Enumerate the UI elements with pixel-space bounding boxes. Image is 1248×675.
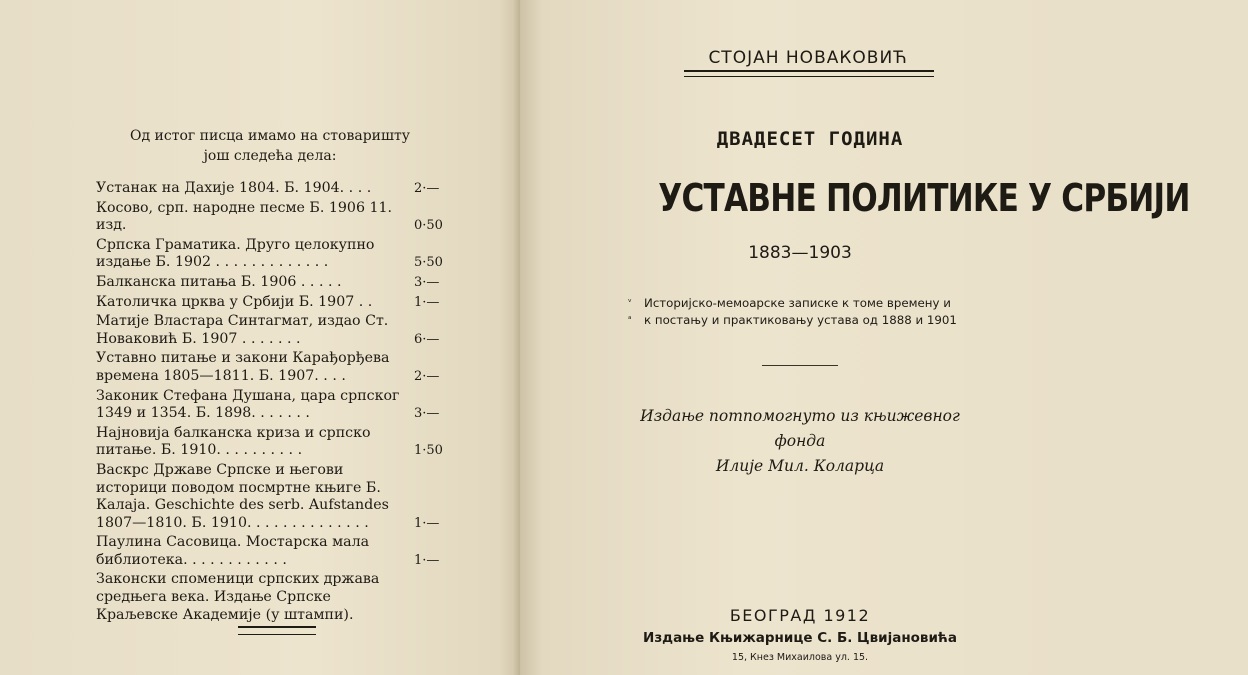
publisher-line-1: Издање потпомогнуто из књижевног фонда [640, 407, 960, 450]
book-title: Васкрс Државе Српске и његови историци поводом посмртне књиге Б. Калаја. Geschichte des serb. Aufstandes 1807—1810. Б. 1910. . . . . . . . . . . . . . [96, 461, 389, 531]
book-price: 5·50 [414, 255, 443, 271]
note-marker: ᵃ [628, 315, 632, 325]
author-rule [684, 70, 934, 77]
right-page [520, 0, 1080, 675]
address-line: 15, Кнез Михаилова ул. 15. [731, 652, 869, 663]
book-price: 1·— [414, 552, 440, 568]
description-notes [628, 295, 968, 329]
list-item [96, 237, 452, 272]
book-title: Законик Стефана Душана, цара српског 1349 и 1354. Б. 1898. . . . . . . [96, 387, 400, 422]
book-price: 1·— [414, 515, 440, 531]
list-item [96, 274, 452, 292]
main-title: УСТАВНЕ ПОЛИТИКЕ У СРБИЈИ [658, 176, 1190, 220]
years: 1883—1903 [748, 243, 852, 263]
list-item [96, 294, 452, 312]
book-title: Балканска питања Б. 1906 . . . . . [96, 273, 342, 290]
list-item [96, 462, 452, 532]
list-item [96, 200, 452, 235]
list-item [96, 571, 452, 624]
author-name: СТОЈАН НОВАКОВИЋ [708, 48, 908, 68]
book-price: 3·— [414, 274, 440, 290]
book-list [96, 180, 452, 626]
list-item [96, 425, 452, 460]
book-price: 1·50 [414, 443, 443, 459]
book-title: Католичка црква у Србији Б. 1907 . . [96, 293, 373, 310]
note-text: Историјско-мемоарске записке к томе времену и [644, 296, 951, 310]
intro-text [110, 126, 430, 166]
printer-line: Издање Књижарнице С. Б. Цвијановића [643, 630, 957, 646]
book-title: Косово, срп. народне песме Б. 1906 11. изд. [96, 199, 393, 234]
note-text: к постању и практиковању устава од 1888 и 1901 [644, 313, 957, 327]
subtitle: ДВАДЕСЕТ ГОДИНА [716, 128, 904, 150]
note-marker: ᵛ [628, 298, 632, 308]
book-title: Уставно питање и закони Карађорђева времена 1805—1811. Б. 1907. . . . [96, 350, 390, 384]
list-item [96, 180, 452, 198]
divider [762, 365, 838, 366]
left-page [0, 0, 520, 675]
note-line-2 [628, 312, 968, 329]
book-price: 3·— [414, 406, 440, 422]
note-line-1 [628, 295, 968, 312]
publisher-note [620, 404, 980, 479]
ornamental-rule [238, 626, 316, 635]
list-item [96, 350, 452, 385]
intro-line-2: још следећа дела: [203, 148, 337, 164]
book-price: 0·50 [414, 218, 443, 234]
title-block [600, 176, 1190, 232]
list-item [96, 388, 452, 423]
book-price: 2·— [414, 368, 440, 384]
intro-line-1: Од истог писца имамо на стоваришту [130, 128, 410, 144]
publisher-line-2: Илије Мил. Коларца [715, 457, 885, 475]
book-title: Матије Властара Синтагмат, издао Ст. Новаковић Б. 1907 . . . . . . . [96, 313, 389, 347]
list-item [96, 534, 452, 569]
book-title: Устанак на Дахије 1804. Б. 1904. . . . [96, 180, 372, 196]
book-title: Законски споменици српских држава средњега века. Издање Српске Краљевске Академије (у штампи). [96, 571, 380, 623]
book-price: 1·— [414, 294, 440, 310]
book-title: Српска Граматика. Друго целокупно издање Б. 1902 . . . . . . . . . . . . . [96, 236, 375, 271]
book-title: Најновија балканска криза и српско питање. Б. 1910. . . . . . . . . . [96, 424, 371, 459]
city-year: БЕОГРАД 1912 [729, 606, 871, 625]
book-price: 6·— [414, 331, 440, 347]
book-title: Паулина Сасовица. Мостарска мала библиотека. . . . . . . . . . . . [96, 534, 370, 568]
book-price: 2·— [414, 181, 440, 196]
list-item [96, 313, 452, 348]
